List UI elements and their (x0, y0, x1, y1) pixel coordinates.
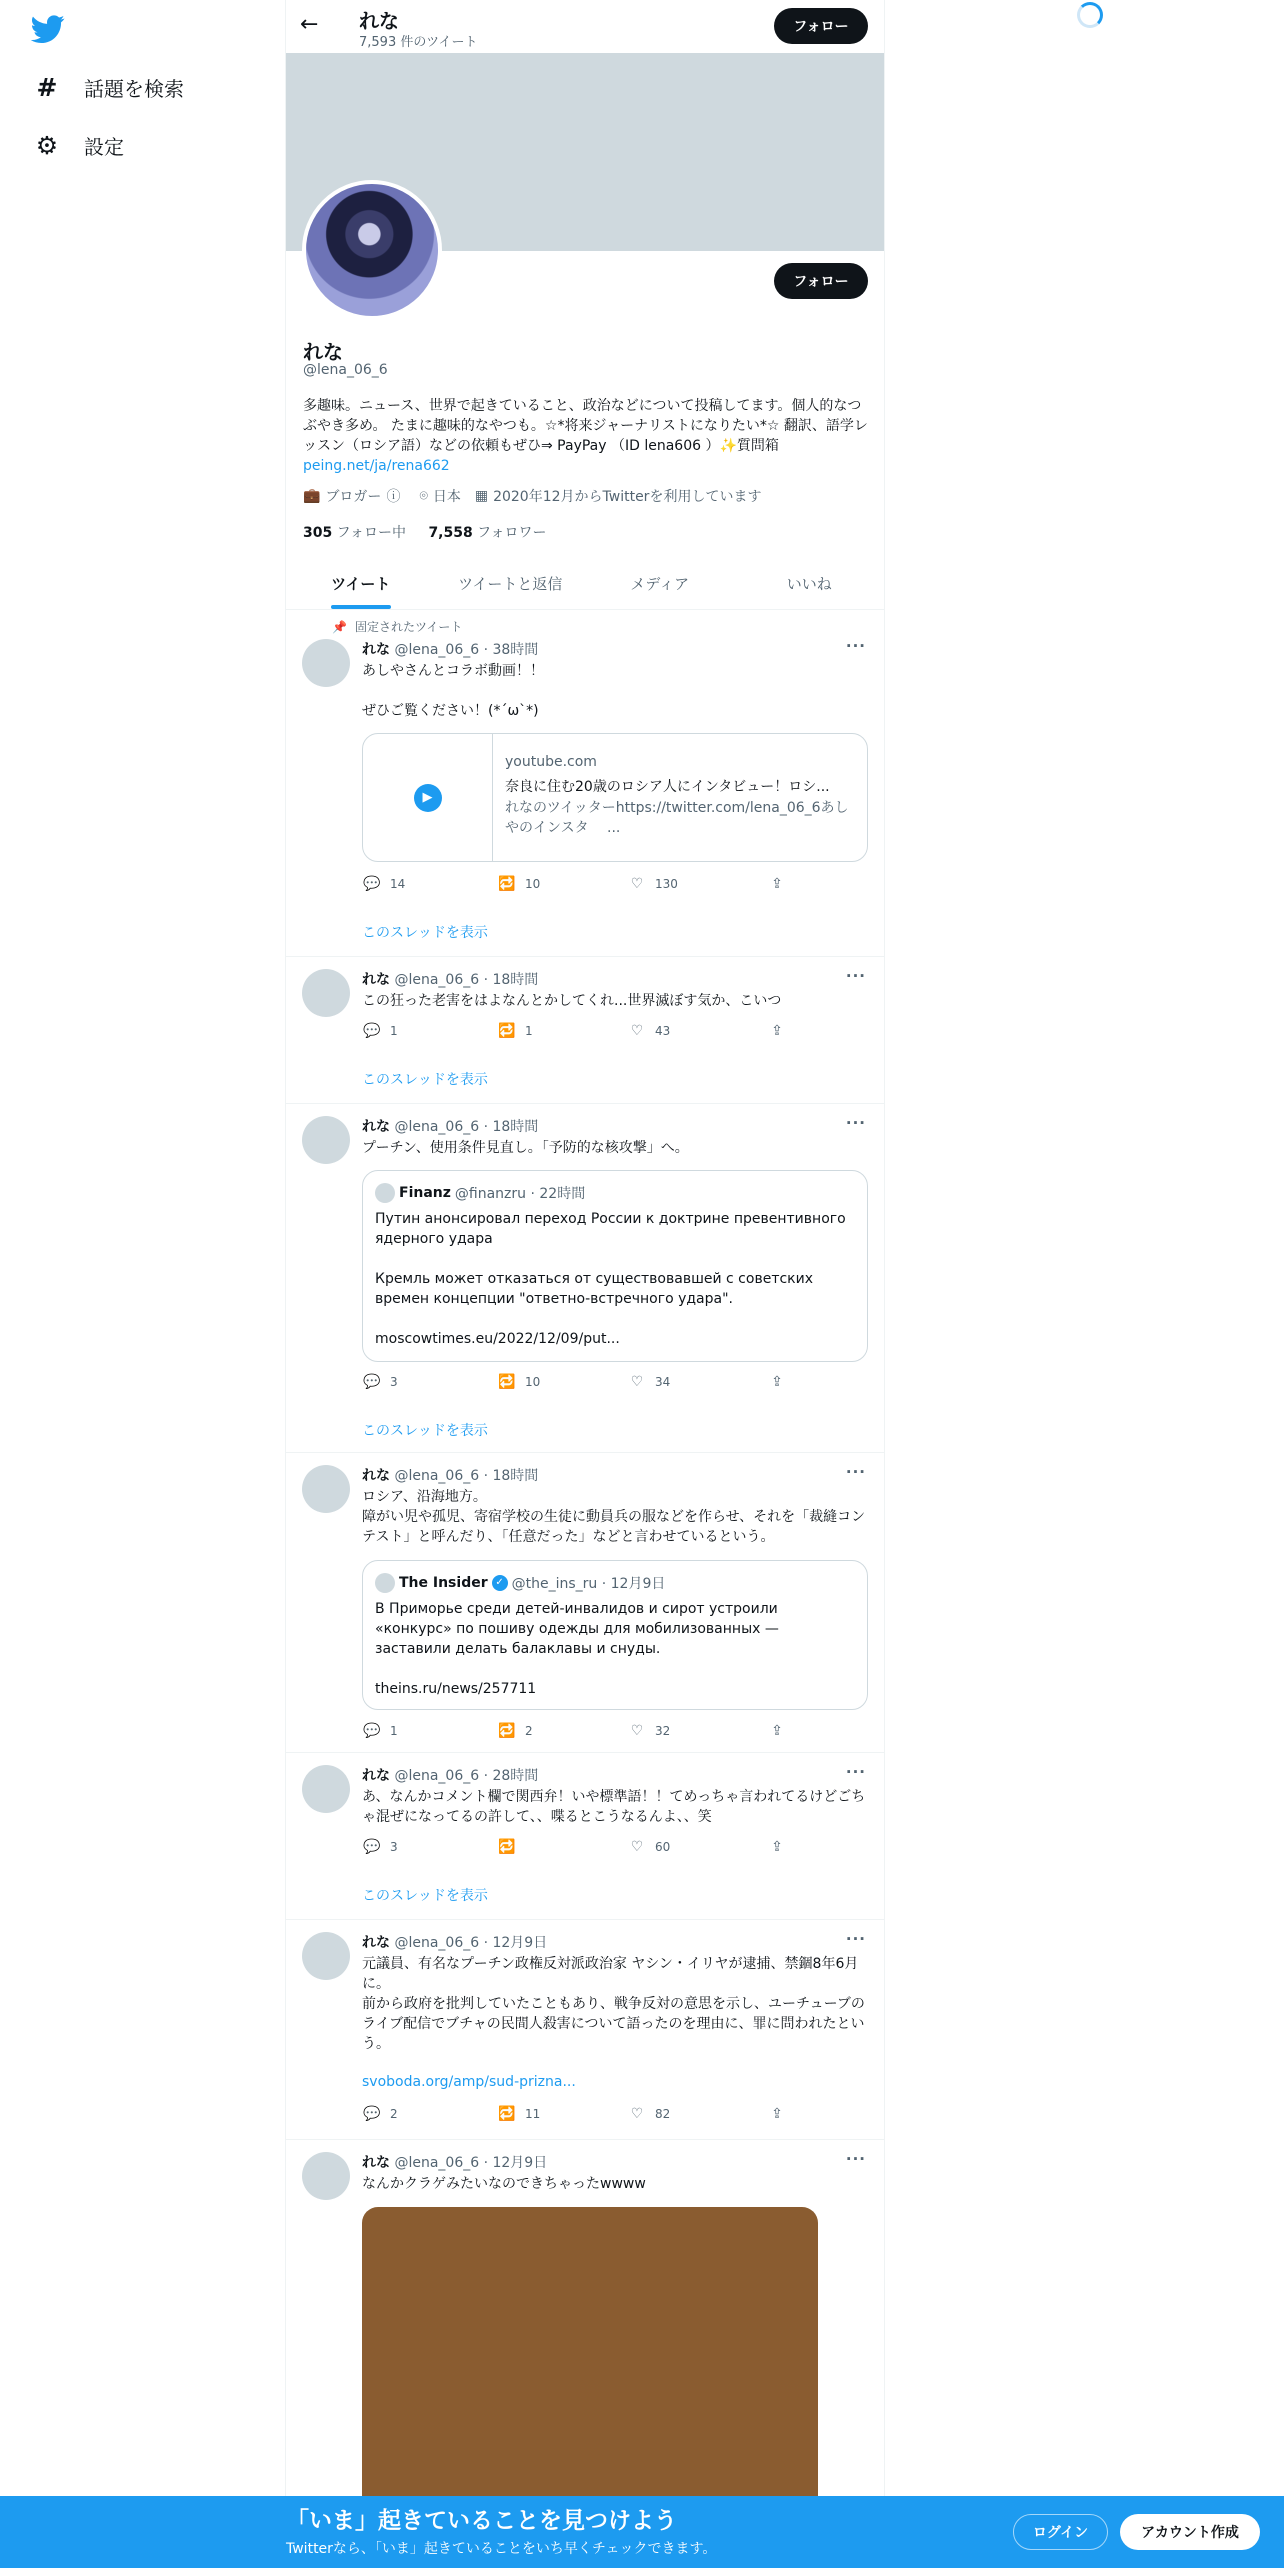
retweet-icon: 🔁 (498, 1023, 516, 1039)
tweet-text: あしやさんとコラボ動画！！ ぜひご覧ください！(*´ω`*) (362, 663, 544, 719)
sidebar-item-explore[interactable] (34, 67, 184, 107)
header-tweet-count: 7,593 件のツイート (359, 35, 478, 50)
quote-author-name: Finanz (399, 1185, 451, 1201)
retweet-count: 2 (525, 1724, 533, 1738)
quote-avatar (375, 1573, 395, 1593)
like-button[interactable] (627, 876, 678, 892)
reply-button[interactable] (362, 1374, 398, 1390)
tweet-meta: @lena_06_6 · 18時間 (390, 1468, 539, 1484)
more-icon[interactable]: ··· (845, 637, 866, 655)
tweet[interactable] (286, 1753, 884, 1920)
tweet-actions (362, 2106, 782, 2126)
tweet-header (362, 1932, 547, 1952)
quote-tweet[interactable] (362, 1560, 868, 1710)
heart-icon: ♡ (630, 1023, 644, 1039)
profile-tabs (286, 557, 884, 610)
quote-meta: @the_ins_ru · 12月9日 (511, 1576, 666, 1592)
profile-joined (475, 486, 762, 506)
link-card[interactable] (362, 733, 868, 862)
pinned-label (332, 618, 462, 635)
tweet-author-name[interactable]: れな (362, 642, 390, 658)
tab-tweets[interactable]: ツイート (286, 557, 436, 609)
following-count: 305 (303, 525, 333, 541)
share-button[interactable] (767, 876, 787, 892)
profile-location (419, 486, 460, 506)
reply-count: 14 (390, 877, 406, 891)
tweet-author-name[interactable]: れな (362, 1119, 390, 1135)
reply-count: 1 (390, 1024, 398, 1038)
retweet-button[interactable] (497, 1839, 525, 1855)
followers-link[interactable] (428, 525, 546, 541)
header-name: れな (359, 9, 399, 33)
tweet-actions (362, 1023, 782, 1043)
share-icon: ⇪ (771, 876, 783, 892)
twitter-logo-icon[interactable] (31, 12, 65, 46)
tweet-meta: @lena_06_6 · 12月9日 (390, 2155, 548, 2171)
more-icon[interactable]: ··· (845, 1463, 866, 1481)
tweet[interactable] (286, 610, 884, 957)
reply-button[interactable] (362, 2106, 398, 2122)
tweet[interactable] (286, 1453, 884, 1753)
follow-button[interactable]: フォロー (774, 263, 868, 299)
retweet-button[interactable] (497, 876, 540, 892)
followers-count: 7,558 (428, 525, 473, 541)
avatar[interactable] (302, 1932, 350, 1980)
like-count: 60 (655, 1840, 671, 1854)
hashtag-icon: # (36, 72, 58, 102)
show-thread-link[interactable]: このスレッドを表示 (362, 1888, 488, 1904)
retweet-button[interactable] (497, 2106, 540, 2122)
reply-button[interactable] (362, 1023, 398, 1039)
header-follow-button[interactable]: フォロー (774, 8, 868, 44)
share-icon: ⇪ (771, 1374, 783, 1390)
profile-name: れな (303, 340, 343, 364)
profile-header (286, 0, 884, 53)
share-icon: ⇪ (771, 1023, 783, 1039)
card-domain: youtube.com (505, 754, 597, 770)
card-description: れなのツイッターhttps://twitter.com/lena_06_6あしやのインスタ ... (505, 800, 849, 836)
like-button[interactable] (627, 1023, 670, 1039)
reply-button[interactable] (362, 1839, 398, 1855)
reply-button[interactable] (362, 876, 405, 892)
tweet-author-name[interactable]: れな (362, 1468, 390, 1484)
reply-icon: 💬 (363, 1839, 381, 1855)
tweet-meta: @lena_06_6 · 18時間 (390, 1119, 539, 1135)
following-link[interactable] (303, 525, 406, 541)
tweet-text: この狂った老害をはよなんとかしてくれ...世界滅ぼす気か、こいつ (362, 993, 782, 1009)
tweet[interactable] (286, 957, 884, 1104)
followers-label: フォロワー (472, 525, 547, 541)
retweet-button[interactable] (497, 1723, 533, 1739)
tweet-text: あ、なんかコメント欄で関西弁！いや標準語！！てめっちゃ言われてるけどごちゃ混ぜになってるの許して、、喋るとこうなるんよ、、笑 (362, 1789, 866, 1825)
heart-icon: ♡ (630, 876, 644, 892)
reply-icon: 💬 (363, 1374, 381, 1390)
briefcase-icon: 💼 (303, 488, 321, 504)
login-button[interactable]: ログイン (1013, 2514, 1108, 2550)
tweet-header (362, 1765, 538, 1785)
card-title: 奈良に住む20歳のロシア人にインタビュー！ロシ... (505, 779, 830, 795)
show-thread-link[interactable]: このスレッドを表示 (362, 925, 488, 941)
heart-icon: ♡ (630, 2106, 644, 2122)
more-icon[interactable]: ··· (845, 1114, 866, 1132)
profile-meta (303, 486, 775, 506)
tab-media[interactable]: メディア (630, 574, 690, 593)
share-icon: ⇪ (771, 1839, 783, 1855)
info-icon[interactable]: ⓘ (386, 489, 401, 505)
tweet-meta: @lena_06_6 · 12月9日 (390, 1935, 548, 1951)
retweet-button[interactable] (497, 1023, 533, 1039)
profile-handle: @lena_06_6 (303, 362, 388, 378)
like-button[interactable] (627, 2106, 670, 2122)
avatar[interactable] (302, 2152, 350, 2200)
tweet-actions (362, 1839, 782, 1859)
tab-tweets-and-replies[interactable]: ツイートと返信 (458, 574, 563, 593)
reply-count: 2 (390, 2107, 398, 2121)
retweet-count: 10 (525, 877, 541, 891)
reply-button[interactable] (362, 1723, 398, 1739)
avatar[interactable] (302, 1765, 350, 1813)
like-button[interactable] (627, 1723, 670, 1739)
like-count: 32 (655, 1724, 671, 1738)
bio-text: 多趣味。ニュース、世界で起きていること、政治などについて投稿してます。個人的なつぶやき多め。 たまに趣味的なやつも。☆*将来ジャーナリストになりたい*☆ 翻訳、語学レッスン（ロシア語）などの依頼もぜひ⇒ PayPay （ID lena606 ）✨質問箱 (303, 398, 868, 454)
tweet-header (362, 1465, 538, 1485)
back-arrow-icon[interactable]: ← (300, 12, 319, 37)
more-icon[interactable]: ··· (845, 2150, 866, 2168)
reply-icon: 💬 (363, 1023, 381, 1039)
quote-meta: @finanzru · 22時間 (454, 1186, 586, 1202)
retweet-count: 11 (525, 2107, 541, 2121)
share-icon: ⇪ (771, 1723, 783, 1739)
retweet-icon: 🔁 (498, 1374, 516, 1390)
tweet-author-name[interactable]: れな (362, 1768, 390, 1784)
quote-text: В Приморье среди детей-инвалидов и сирот устроили «конкурс» по пошиву одежды для мобилизованных — заставили делать балаклавы и снуды. theins.ru/news/257711 (375, 1601, 779, 1697)
joined-label: 2020年12月からTwitterを利用しています (493, 489, 762, 505)
pinned-text: 固定されたツイート (354, 620, 463, 634)
share-icon: ⇪ (771, 2106, 783, 2122)
retweet-icon: 🔁 (498, 2106, 516, 2122)
reply-count: 1 (390, 1724, 398, 1738)
share-button[interactable] (767, 1374, 787, 1390)
share-button[interactable] (767, 1723, 787, 1739)
show-thread-link[interactable]: このスレッドを表示 (362, 1423, 488, 1439)
retweet-count: 10 (525, 1375, 541, 1389)
heart-icon: ♡ (630, 1374, 644, 1390)
more-icon[interactable]: ··· (845, 1930, 866, 1948)
card-thumbnail (363, 734, 493, 861)
tweet-meta: @lena_06_6 · 38時間 (390, 642, 539, 658)
reply-icon: 💬 (363, 2106, 381, 2122)
quote-tweet[interactable] (362, 1170, 868, 1362)
like-button[interactable] (627, 1839, 670, 1855)
like-count: 34 (655, 1375, 671, 1389)
sidebar-item-settings[interactable] (34, 125, 124, 165)
tweet-author-name[interactable]: れな (362, 1935, 390, 1951)
tweet-header (362, 1116, 538, 1136)
tweet-author-name[interactable]: れな (362, 972, 390, 988)
location-pin-icon: ⌾ (419, 488, 428, 504)
tweet-actions (362, 1374, 782, 1394)
category-label: ブロガー (325, 489, 382, 505)
tab-likes[interactable]: いいね (786, 574, 832, 593)
main-column (285, 0, 885, 2568)
retweet-icon: 🔁 (498, 1839, 516, 1855)
tweet-header (362, 969, 538, 989)
reply-icon: 💬 (363, 876, 381, 892)
following-label: フォロー中 (332, 525, 406, 541)
tweet-header (362, 639, 538, 659)
follow-stats (303, 522, 546, 542)
play-icon: ▶ (414, 784, 442, 812)
more-icon[interactable]: ··· (845, 1763, 866, 1781)
tweet-text: なんかクラゲみたいなのできちゃったwwww (362, 2176, 646, 2192)
tweet-text: ロシア、沿海地方。 障がい児や孤児、寄宿学校の生徒に動員兵の服などを作らせ、それを「裁縫コンテスト」と呼んだり、「任意だった」などと言わせているという。 (362, 1489, 866, 1545)
retweet-icon: 🔁 (498, 876, 516, 892)
avatar[interactable] (302, 639, 350, 687)
tweet-text: 元議員、有名なプーチン政権反対派政治家 ヤシン・イリヤが逮捕、禁錮8年6月に。 前から政府を批判していたこともあり、戦争反対の意思を示し、ユーチューブのライブ配信でブチャの民間人殺害について語ったのを理由に、罪に問われたという。 (362, 1956, 865, 2052)
reply-count: 3 (390, 1375, 398, 1389)
pin-icon: 📌 (332, 619, 347, 634)
signup-banner (0, 2496, 1284, 2568)
bio-link[interactable]: peing.net/ja/rena662 (303, 458, 450, 474)
signup-button[interactable]: アカウント作成 (1120, 2514, 1260, 2550)
profile-avatar[interactable] (302, 180, 442, 320)
retweet-count: 1 (525, 1024, 533, 1038)
tweet-meta: @lena_06_6 · 28時間 (390, 1768, 539, 1784)
reply-count: 3 (390, 1840, 398, 1854)
sidebar-item-label: 話題を検索 (84, 76, 184, 101)
profile-category (303, 486, 405, 506)
banner-title: 「いま」起きていることを見つけよう (286, 2508, 677, 2534)
profile-bio (303, 396, 868, 476)
share-button[interactable] (767, 1839, 787, 1855)
share-button[interactable] (767, 1023, 787, 1039)
tweet-text: プーチン、使用条件見直し。「予防的な核攻撃」へ。 (362, 1140, 689, 1156)
like-count: 130 (655, 877, 678, 891)
like-count: 82 (655, 2107, 671, 2121)
banner-subtitle: Twitterなら、「いま」起きていることをいち早くチェックできます。 (286, 2541, 717, 2557)
quote-author-name: The Insider (399, 1575, 488, 1591)
reply-icon: 💬 (363, 1723, 381, 1739)
tweet-actions (362, 876, 782, 896)
quote-text: Путин анонсировал переход России к доктрине превентивного ядерного удара Кремль может отказаться от существовавшей с советских времен концепции "ответно-встречного удара". moscowtimes.eu/2022/12/09/put... (375, 1211, 846, 1347)
avatar[interactable] (302, 1465, 350, 1513)
quote-avatar (375, 1183, 395, 1203)
share-button[interactable] (767, 2106, 787, 2122)
loading-spinner-icon (1077, 2, 1103, 28)
heart-icon: ♡ (630, 1723, 644, 1739)
show-thread-link[interactable]: このスレッドを表示 (362, 1072, 488, 1088)
like-button[interactable] (627, 1374, 670, 1390)
sidebar-item-label: 設定 (84, 134, 124, 159)
tweet-header (362, 2152, 547, 2172)
avatar[interactable] (302, 969, 350, 1017)
left-sidebar (0, 0, 285, 2568)
calendar-icon: ▦ (474, 488, 489, 504)
verified-badge-icon: ✓ (492, 1575, 508, 1591)
gear-icon: ⚙ (35, 130, 59, 160)
avatar[interactable] (302, 1116, 350, 1164)
more-icon[interactable]: ··· (845, 967, 866, 985)
retweet-button[interactable] (497, 1374, 540, 1390)
tweet-link[interactable]: svoboda.org/amp/sud-prizna... (362, 2074, 576, 2090)
location-label: 日本 (432, 489, 461, 505)
heart-icon: ♡ (630, 1839, 644, 1855)
quote-header (375, 1573, 855, 1593)
tweet-meta: @lena_06_6 · 18時間 (390, 972, 539, 988)
tweet-author-name[interactable]: れな (362, 2155, 390, 2171)
quote-header (375, 1183, 855, 1203)
tweet[interactable] (286, 1104, 884, 1453)
retweet-icon: 🔁 (498, 1723, 516, 1739)
tweet-actions (362, 1723, 782, 1743)
tweet[interactable] (286, 1920, 884, 2140)
like-count: 43 (655, 1024, 671, 1038)
